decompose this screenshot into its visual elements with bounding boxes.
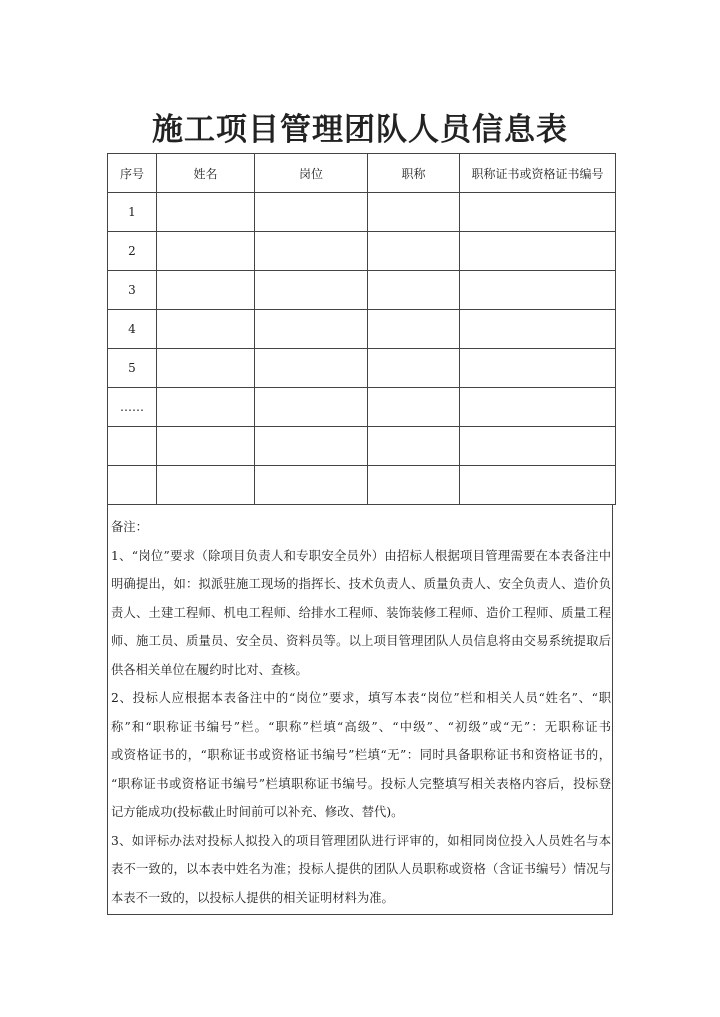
table-cell[interactable] <box>460 427 616 466</box>
table-cell[interactable] <box>157 466 255 505</box>
note-line: 或资格证书的，“职称证书或资格证书编号”栏填“无”：同时具备职称证书和资格证书的， <box>111 748 611 762</box>
table-cell[interactable] <box>368 466 460 505</box>
table-cell[interactable] <box>368 271 460 310</box>
table-row <box>108 310 616 349</box>
note-line: 供各相关单位在履约时比对、查核。 <box>111 662 308 677</box>
note-line: “职称证书或资格证书编号”栏填职称证书编号。投标人完整填写相关表格内容后，投标登 <box>111 776 611 791</box>
table-cell[interactable] <box>255 193 368 232</box>
note-line: 3、如评标办法对投标人拟投入的项目管理团队进行评审的，如相同岗位投入人员姓名与本 <box>111 833 611 848</box>
column-header: 姓名 <box>157 154 255 193</box>
note-line: 1、“岗位”要求（除项目负责人和专职安全员外）由招标人根据项目管理需要在本表备注中 <box>111 548 611 563</box>
row-number-cell: 5 <box>108 349 157 388</box>
table-row <box>108 466 616 505</box>
table-cell[interactable] <box>157 310 255 349</box>
table-cell[interactable] <box>255 310 368 349</box>
table-cell[interactable] <box>460 193 616 232</box>
table-cell[interactable] <box>460 388 616 427</box>
notes-section <box>107 505 613 915</box>
row-number-cell: 2 <box>108 232 157 271</box>
note-line: 称”和“职称证书编号”栏。“职称”栏填“高级”、“中级”、“初级”或“无”：无职称证书 <box>111 719 611 734</box>
table-cell[interactable] <box>368 427 460 466</box>
note-line: 2、投标人应根据本表备注中的“岗位”要求，填写本表“岗位”栏和相关人员“姓名”、“职 <box>111 691 611 705</box>
row-number-cell: 3 <box>108 271 157 310</box>
table-row <box>108 232 616 271</box>
table-cell[interactable] <box>460 232 616 271</box>
table-cell[interactable] <box>368 310 460 349</box>
column-header: 职称证书或资格证书编号 <box>460 154 616 193</box>
row-number-cell: …… <box>108 388 157 427</box>
row-number-cell <box>108 427 157 466</box>
note-line: 责人、土建工程师、机电工程师、给排水工程师、装饰装修工程师、造价工程师、质量工程 <box>111 605 611 620</box>
table-cell[interactable] <box>255 271 368 310</box>
table-cell[interactable] <box>157 232 255 271</box>
table-cell[interactable] <box>368 349 460 388</box>
note-line: 本表不一致的，以投标人提供的相关证明材料为准。 <box>111 890 394 905</box>
table-cell[interactable] <box>460 349 616 388</box>
row-number-cell: 4 <box>108 310 157 349</box>
row-number-cell <box>108 466 157 505</box>
note-line: 明确提出，如：拟派驻施工现场的指挥长、技术负责人、质量负责人、安全负责人、造价负 <box>111 577 611 591</box>
table-cell[interactable] <box>368 232 460 271</box>
page-title: 施工项目管理团队人员信息表 <box>152 112 568 148</box>
table-row <box>108 388 616 427</box>
table-cell[interactable] <box>255 349 368 388</box>
table-cell[interactable] <box>157 349 255 388</box>
table-cell[interactable] <box>368 388 460 427</box>
table-cell[interactable] <box>460 271 616 310</box>
table-cell[interactable] <box>460 466 616 505</box>
note-line: 表不一致的，以本表中姓名为准；投标人提供的团队人员职称或资格（含证书编号）情况与 <box>111 862 611 876</box>
table-cell[interactable] <box>255 232 368 271</box>
table-row <box>108 193 616 232</box>
table-cell[interactable] <box>255 388 368 427</box>
table-cell[interactable] <box>157 271 255 310</box>
table-header-row <box>108 154 616 193</box>
table-cell[interactable] <box>460 310 616 349</box>
column-header: 岗位 <box>255 154 368 193</box>
table-cell[interactable] <box>368 193 460 232</box>
note-line: 师、施工员、质量员、安全员、资料员等。以上项目管理团队人员信息将由交易系统提取后 <box>111 634 611 648</box>
table-row <box>108 271 616 310</box>
table-cell[interactable] <box>157 427 255 466</box>
table-cell[interactable] <box>157 388 255 427</box>
notes-label: 备注： <box>111 520 148 534</box>
column-header: 职称 <box>368 154 460 193</box>
note-line: 记方能成功(投标截止时间前可以补充、修改、替代)。 <box>111 805 404 819</box>
column-header: 序号 <box>108 154 157 193</box>
row-number-cell: 1 <box>108 193 157 232</box>
table-row <box>108 349 616 388</box>
table-row <box>108 427 616 466</box>
table-cell[interactable] <box>157 193 255 232</box>
personnel-table <box>107 153 616 505</box>
table-cell[interactable] <box>255 427 368 466</box>
table-cell[interactable] <box>255 466 368 505</box>
